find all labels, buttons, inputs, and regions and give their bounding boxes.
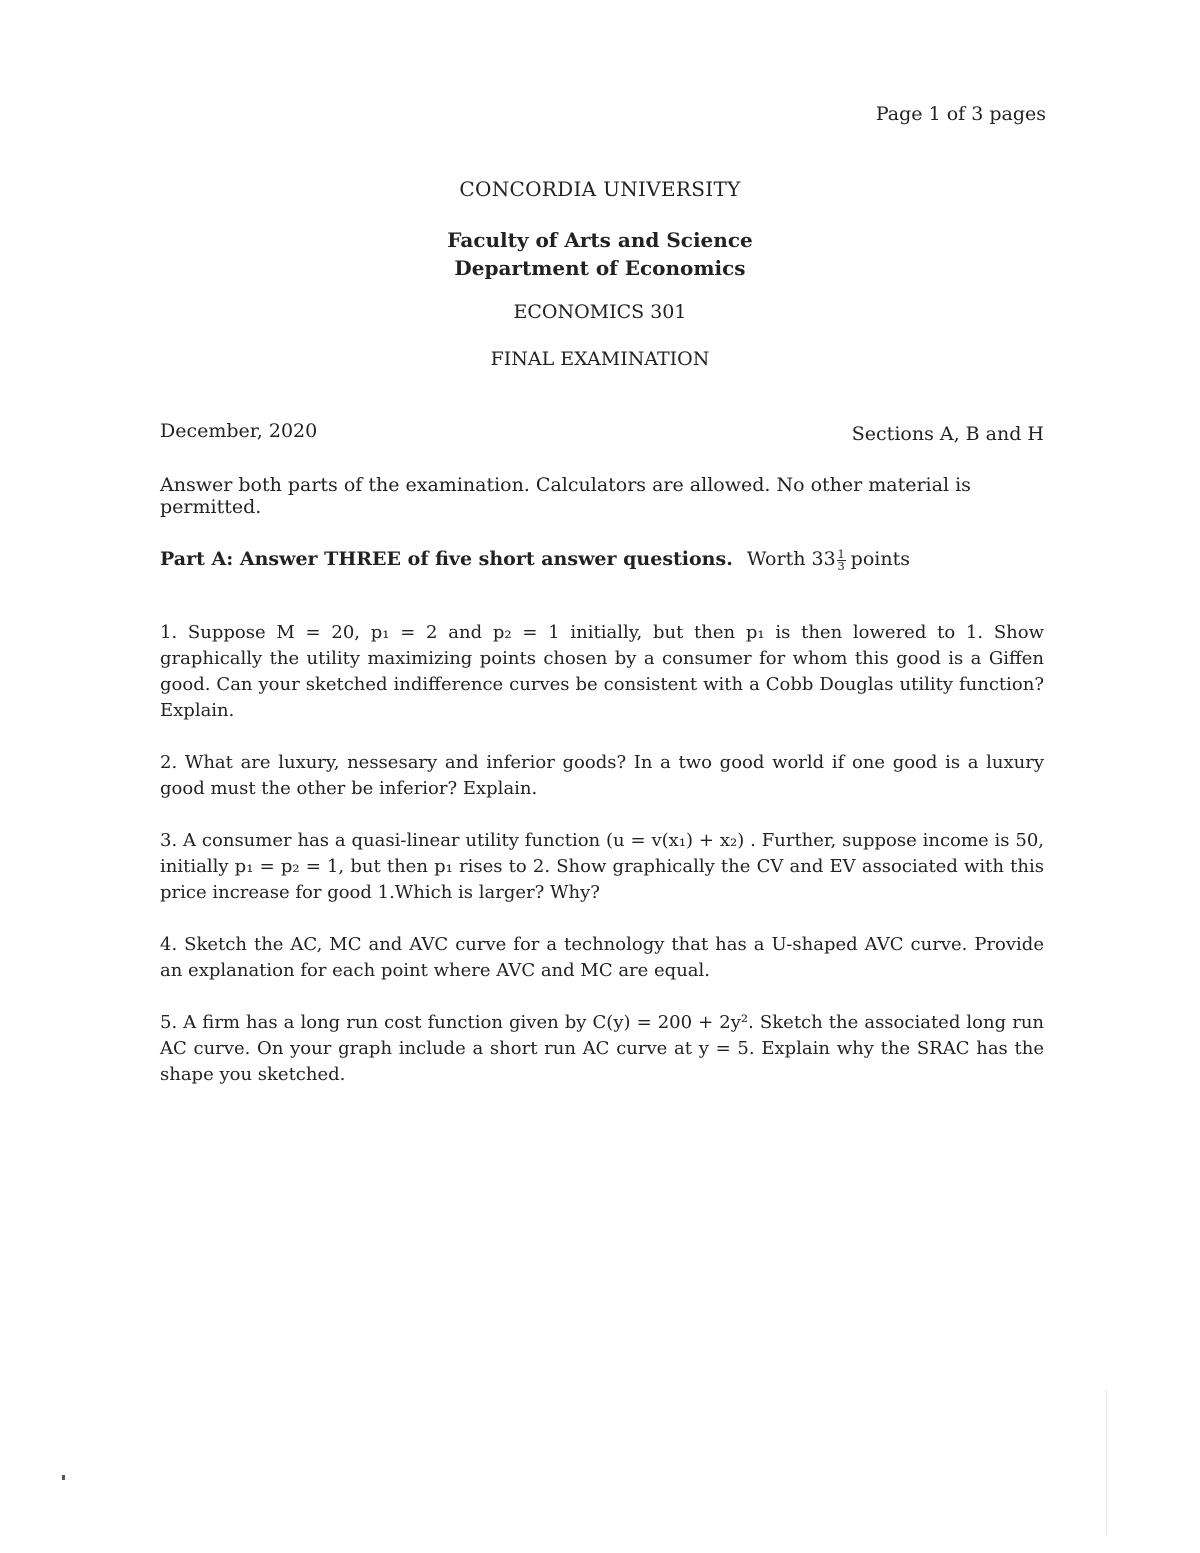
course-code: ECONOMICS 301 [513, 301, 687, 323]
exam-sections: Sections A, B and H [851, 423, 1044, 445]
exam-title: FINAL EXAMINATION [490, 348, 710, 370]
part-a-heading [160, 548, 1044, 572]
exam-instructions: Answer both parts of the examination. Calculators are allowed. No other material is permitted. [160, 474, 971, 518]
question-1: 1. Suppose M = 20, p₁ = 2 and p₂ = 1 initially, but then p₁ is then lowered to 1. Show graphically the utility maximizing points chosen by a consumer for whom this good is a Giffen good. Can your sketched indifference curves be consistent with a Cobb Douglas utility function? Explain. [160, 622, 1044, 721]
question-3: 3. A consumer has a quasi-linear utility function (u = v(x₁) + x₂) . Further, suppose income is 50, initially p₁ = p₂ = 1, but then p₁ rises to 2. Show graphically the CV and EV associated with this price increase for good 1.Which is larger? Why? [160, 830, 1044, 903]
page-number: Page 1 of 3 pages [875, 103, 1046, 125]
faculty-name: Faculty of Arts and Science [447, 228, 753, 252]
fraction-numerator: 1 [837, 547, 845, 561]
scan-edge-mark [1106, 1390, 1107, 1535]
faculty-department-block [0, 226, 1200, 282]
worth-fraction [837, 549, 846, 572]
worth-suffix: points [850, 548, 910, 570]
exam-date: December, 2020 [160, 420, 318, 442]
question-2: 2. What are luxury, nessesary and inferior goods? In a two good world if one good is a luxury good must the other be inferior? Explain. [160, 752, 1044, 799]
department-name: Department of Economics [454, 256, 746, 280]
part-a-title: Part A: Answer THREE of five short answer questions. [160, 548, 733, 570]
fraction-denominator: 3 [837, 559, 845, 573]
question-list [160, 620, 1044, 1114]
worth-label: Worth 33 [746, 548, 836, 570]
part-a-worth [746, 547, 910, 573]
scan-speck-mark [62, 1475, 65, 1480]
university-name: CONCORDIA UNIVERSITY [459, 177, 741, 201]
question-5: 5. A firm has a long run cost function given by C(y) = 200 + 2y². Sketch the associated long run AC curve. On your graph include a short run AC curve at y = 5. Explain why the SRAC has the shape you sketched. [160, 1012, 1044, 1085]
question-4: 4. Sketch the AC, MC and AVC curve for a technology that has a U-shaped AVC curve. Provide an explanation for each point where AVC and MC are equal. [160, 934, 1044, 981]
